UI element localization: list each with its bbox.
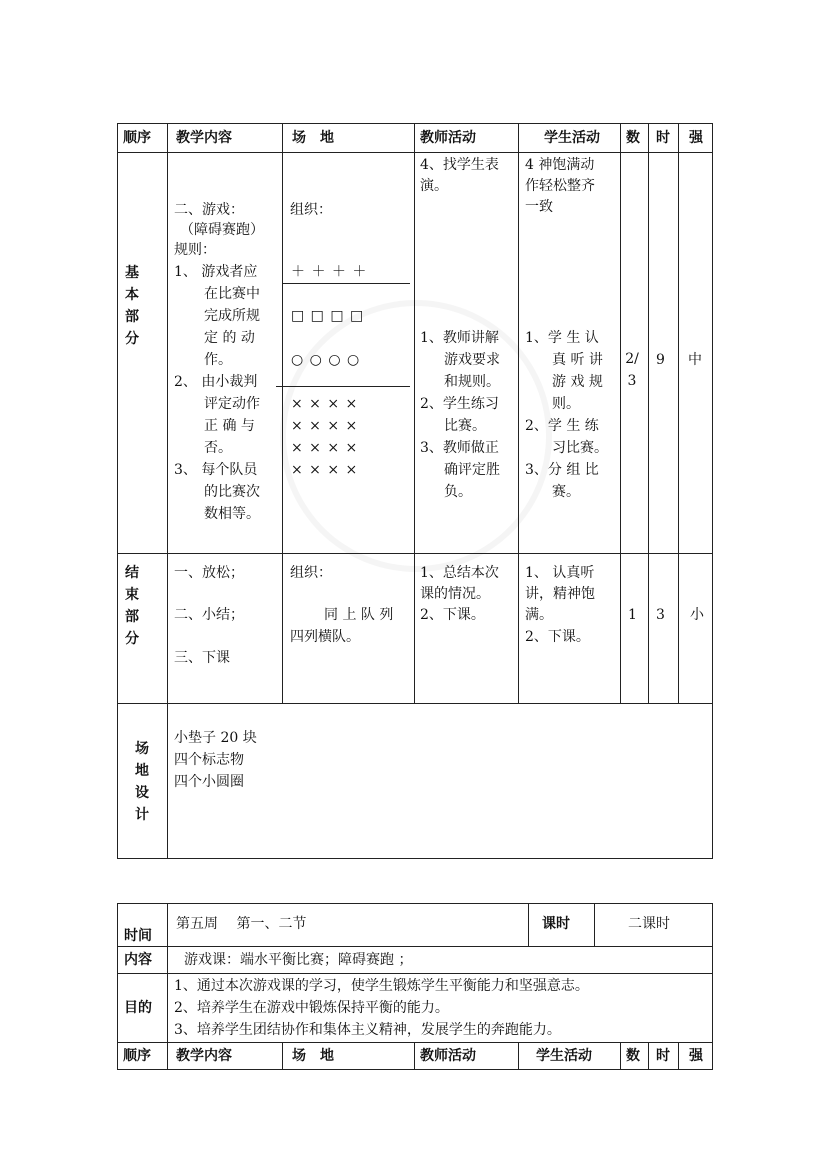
- end-content-line: 一、放松；: [174, 565, 244, 581]
- header-intensity: 强: [689, 1048, 703, 1064]
- time-value: 第五周 第一、二节: [176, 916, 307, 932]
- student-line: 赛。: [552, 484, 580, 500]
- content-label: 内容: [124, 952, 152, 968]
- end-teacher-line: 课的情况。: [420, 586, 490, 602]
- end-field-line: 组织：: [290, 565, 332, 581]
- teacher-line: 2、学生练习: [420, 396, 499, 412]
- student-line: 1、学 生 认: [525, 330, 599, 346]
- end-field-line: 同 上 队 列: [324, 607, 394, 623]
- student-line: 3、分 组 比: [525, 462, 599, 478]
- teacher-line: 3、教师做正: [420, 440, 499, 456]
- field-row-cross: × × × ×: [291, 396, 359, 412]
- field-row-square: □ □ □ □: [291, 308, 365, 324]
- student-top-line: 一致: [525, 199, 553, 215]
- header-content: 教学内容: [176, 130, 232, 146]
- student-top-line: 4 神饱满动: [525, 157, 595, 173]
- basic-content-line: 的比赛次: [204, 484, 260, 500]
- basic-count: 2/3: [625, 351, 639, 389]
- end-time: 3: [656, 607, 665, 623]
- basic-content-line: 正 确 与: [204, 418, 255, 434]
- header-teacher: 教师活动: [420, 130, 476, 146]
- basic-content-line: 作。: [204, 352, 232, 368]
- field-row-cross: × × × ×: [291, 418, 359, 434]
- end-student-line: 2、下课。: [525, 629, 590, 645]
- teacher-line: 负。: [444, 484, 472, 500]
- field-divider: [276, 386, 410, 387]
- goal-line: 1、通过本次游戏课的学习，使学生锻炼学生平衡能力和坚强意志。: [174, 978, 589, 994]
- header-order: 顺序: [123, 130, 151, 146]
- basic-content-line: 3、 每个队员: [174, 462, 258, 478]
- field-row-cross: × × × ×: [291, 440, 359, 456]
- section-basic: 基本部分: [125, 265, 139, 347]
- header-count: 数: [626, 1048, 640, 1064]
- end-student-line: 讲，精神饱: [525, 586, 595, 602]
- period-value: 二课时: [628, 916, 670, 932]
- header-time: 时: [656, 130, 670, 146]
- field-divider: [282, 283, 410, 284]
- design-item: 四个小圆圈: [174, 774, 244, 790]
- end-teacher-line: 2、下课。: [420, 607, 485, 623]
- basic-content-line: 完成所规: [204, 308, 260, 324]
- header-count: 数: [626, 130, 640, 146]
- header-student: 学生活动: [536, 1048, 592, 1064]
- end-student-line: 满。: [525, 607, 553, 623]
- basic-content-line: 2、 由小裁判: [174, 374, 258, 390]
- section-design: 场地设计: [135, 741, 149, 823]
- header-field: 场 地: [292, 130, 334, 146]
- time-label: 时间: [124, 928, 152, 944]
- end-count: 1: [628, 607, 637, 623]
- end-intensity: 小: [690, 607, 704, 623]
- goal-label: 目的: [124, 1000, 152, 1016]
- end-teacher-line: 1、总结本次: [420, 565, 499, 581]
- basic-intensity: 中: [688, 352, 702, 368]
- student-line: 习比赛。: [552, 440, 608, 456]
- student-line: 游 戏 规: [552, 374, 603, 390]
- end-content-line: 三、下课: [174, 650, 230, 666]
- section-end: 结束部分: [125, 565, 139, 647]
- header-time: 时: [656, 1048, 670, 1064]
- period-label: 课时: [542, 916, 570, 932]
- field-row-cross: × × × ×: [291, 462, 359, 478]
- field-row-circle: ○ ○ ○ ○: [291, 352, 361, 368]
- basic-content-line: 二、游戏：: [174, 202, 244, 218]
- basic-content-line: 在比赛中: [204, 286, 260, 302]
- field-org-label: 组织：: [290, 202, 332, 218]
- header-field: 场 地: [292, 1048, 334, 1064]
- design-item: 小垫子 20 块: [174, 730, 257, 746]
- teacher-top-line: 演。: [420, 178, 448, 194]
- header-teacher: 教师活动: [420, 1048, 476, 1064]
- teacher-line: 1、教师讲解: [420, 330, 499, 346]
- basic-content-line: 否。: [204, 440, 232, 456]
- student-line: 则。: [552, 396, 580, 412]
- basic-content-line: （障碍赛跑）: [180, 222, 264, 238]
- header-student: 学生活动: [544, 130, 600, 146]
- end-student-line: 1、 认真听: [525, 565, 595, 581]
- header-content: 教学内容: [176, 1048, 232, 1064]
- header-intensity: 强: [689, 130, 703, 146]
- header-order: 顺序: [123, 1048, 151, 1064]
- teacher-top-line: 4、找学生表: [420, 157, 499, 173]
- field-row-plus: ＋ ＋ ＋ ＋: [291, 264, 368, 280]
- content-value: 游戏课：端水平衡比赛；障碍赛跑 ；: [184, 952, 413, 968]
- basic-content-line: 定 的 动: [204, 330, 255, 346]
- student-line: 真 听 讲: [552, 352, 603, 368]
- teacher-line: 比赛。: [444, 418, 486, 434]
- teacher-line: 确评定胜: [444, 462, 500, 478]
- basic-content-line: 规则：: [174, 242, 216, 258]
- basic-time: 9: [656, 352, 665, 368]
- basic-content-line: 评定动作: [204, 396, 260, 412]
- basic-content-line: 1、 游戏者应: [174, 264, 258, 280]
- goal-line: 2、培养学生在游戏中锻炼保持平衡的能力。: [174, 1000, 449, 1016]
- goal-line: 3、培养学生团结协作和集体主义精神，发展学生的奔跑能力。: [174, 1022, 561, 1038]
- teacher-line: 游戏要求: [444, 352, 500, 368]
- student-line: 2、学 生 练: [525, 418, 599, 434]
- end-field-line: 四列横队。: [290, 629, 360, 645]
- end-content-line: 二、小结；: [174, 607, 244, 623]
- basic-content-line: 数相等。: [204, 506, 260, 522]
- student-top-line: 作轻松整齐: [525, 178, 595, 194]
- design-item: 四个标志物: [174, 752, 244, 768]
- teacher-line: 和规则。: [444, 374, 500, 390]
